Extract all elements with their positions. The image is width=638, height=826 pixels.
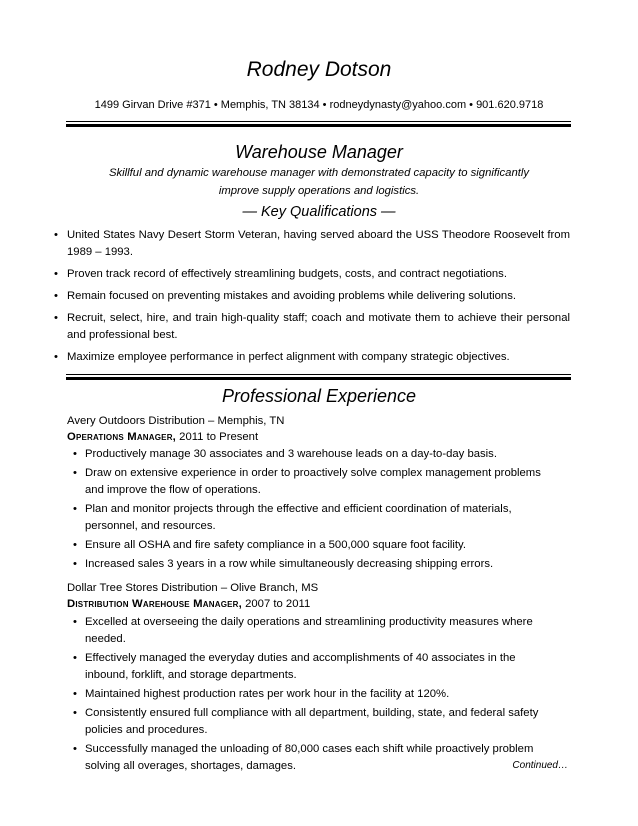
company-line: Avery Outdoors Distribution – Memphis, TN (67, 415, 285, 427)
experience-divider (66, 374, 571, 380)
company-line: Dollar Tree Stores Distribution – Olive Branch, MS (67, 582, 319, 594)
list-item: • Successfully managed the unloading of 80,000 cases each shift while proactively problem solving all overages, shortages, damages. (70, 741, 560, 775)
qualifications-list (54, 227, 570, 371)
list-item: • Excelled at overseeing the daily operations and streamlining productivity measures where needed. (70, 614, 560, 648)
position-title: Distribution Warehouse Manager, (67, 598, 242, 610)
applicant-name: Rodney Dotson (246, 58, 392, 81)
job-title-headline: Warehouse Manager (235, 142, 403, 162)
list-item: • Maintained highest production rates per work hour in the facility at 120%. (70, 686, 560, 703)
list-item: • Maximize employee performance in perfect alignment with company strategic objectives. (54, 349, 570, 366)
list-item: • Proven track record of effectively streamlining budgets, costs, and contract negotiations. (54, 266, 570, 283)
experience-heading: Professional Experience (221, 386, 417, 406)
list-item: • Effectively managed the everyday duties and accomplishments of 40 associates in the inbound, forklift, and storage departments. (70, 650, 560, 684)
list-item: • Draw on extensive experience in order to proactively solve complex management problems and improve the flow of operations. (70, 465, 560, 499)
profile-summary: Skillful and dynamic warehouse manager with demonstrated capacity to significantly improve supply operations and logistics. (108, 167, 530, 197)
list-item: • Productively manage 30 associates and 3 warehouse leads on a day-to-day basis. (70, 446, 560, 463)
list-item: • Consistently ensured full compliance with all department, building, state, and federal safety policies and procedures. (70, 705, 560, 739)
position-line (67, 431, 258, 443)
position-dates: 2011 to Present (176, 431, 259, 443)
position-title: Operations Manager, (67, 431, 177, 443)
qualifications-heading: — Key Qualifications — (242, 204, 396, 220)
contact-line: 1499 Girvan Drive #371 • Memphis, TN 38134 • rodneydynasty@yahoo.com • 901.620.9718 (94, 99, 544, 111)
job-bullets (70, 614, 560, 777)
list-item: • Plan and monitor projects through the effective and efficient coordination of materials, personnel, and resources. (70, 501, 560, 535)
list-item: • United States Navy Desert Storm Veteran, having served aboard the USS Theodore Roosevelt from 1989 – 1993. (54, 227, 570, 261)
list-item: • Recruit, select, hire, and train high-quality staff; coach and motivate them to achieve their personal and professional best. (54, 310, 570, 344)
header-divider (66, 121, 571, 127)
list-item: • Increased sales 3 years in a row while simultaneously decreasing shipping errors. (70, 556, 560, 573)
continued-note: Continued… (512, 760, 568, 771)
list-item: • Remain focused on preventing mistakes and avoiding problems while delivering solutions. (54, 288, 570, 305)
position-line (67, 598, 310, 610)
job-bullets (70, 446, 560, 575)
position-dates: 2007 to 2011 (241, 598, 311, 610)
list-item: • Ensure all OSHA and fire safety compliance in a 500,000 square foot facility. (70, 537, 560, 554)
